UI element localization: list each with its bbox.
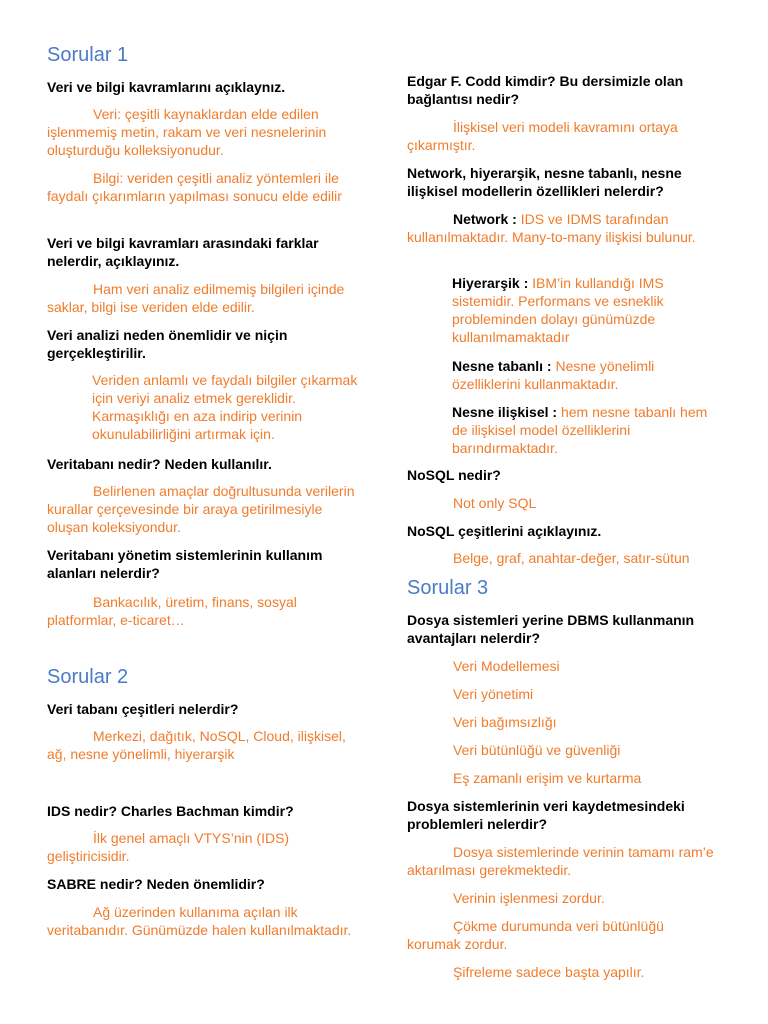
- text-nesne-tabanli: Nesne yönelimli özelliklerini kullanmaktadır.: [452, 358, 655, 392]
- answer-problem-sifreleme: Şifreleme sadece başta yapılır.: [453, 964, 645, 980]
- list-item-advantage: Veri bütünlüğü ve güvenliği: [453, 742, 621, 758]
- list-item-advantage: Veri bağımsızlığı: [453, 714, 557, 730]
- text-nesne-iliskisel: hem nesne tabanlı hem de ilişkisel model özelliklerini barındırmaktadır.: [452, 404, 708, 456]
- label-hiyerarsik: Hiyerarşik :: [452, 275, 533, 291]
- section-heading-sorular-3: Sorular 3: [407, 577, 489, 599]
- text-network: IDS ve IDMS tarafından kullanılmaktadır. Many-to-many ilişkisi bulunur.: [407, 211, 696, 245]
- question-edgar-codd: Edgar F. Codd kimdir? Bu dersimizle olan bağlantısı nedir?: [407, 73, 684, 107]
- question-modeller: Network, hiyerarşik, nesne tabanlı, nesne ilişkisel modellerin özellikleri nelerdir?: [407, 165, 682, 199]
- answer-nesne-iliskisel: [452, 403, 724, 457]
- answer-hiyerarsik: [452, 274, 724, 346]
- answer-nesne-tabanli: [452, 357, 724, 393]
- question-vtys-alanlari: Veritabanı yönetim sistemlerinin kullanım alanları nelerdir?: [47, 547, 323, 581]
- answer-bilgi: Bilgi: veriden çeşitli analiz yöntemleri ile faydalı çıkarımların yapılması sonucu elde edilir: [47, 170, 342, 204]
- answer-veritabani: Belirlenen amaçlar doğrultusunda verilerin kurallar çerçevesinde bir araya getirilmesiyle oluşan koleksiyondur.: [47, 483, 355, 535]
- question-dosya-problemleri: Dosya sistemlerinin veri kaydetmesindeki problemleri nelerdir?: [407, 798, 685, 832]
- list-item-advantage: Veri yönetimi: [453, 686, 534, 702]
- list-item-advantage: Eş zamanlı erişim ve kurtarma: [453, 770, 642, 786]
- label-nesne-tabanli: Nesne tabanlı :: [452, 358, 556, 374]
- answer-farklar: Ham veri analiz edilmemiş bilgileri içinde saklar, bilgi ise veriden elde edilir.: [47, 281, 345, 315]
- question-veritabani-cesitleri: Veri tabanı çeşitleri nelerdir?: [47, 701, 239, 717]
- answer-sabre: Ağ üzerinden kullanıma açılan ilk veritabanıdır. Günümüzde halen kullanılmaktadır.: [47, 904, 352, 938]
- question-nosql: NoSQL nedir?: [407, 467, 501, 483]
- answer-nosql: Not only SQL: [453, 495, 537, 511]
- label-network: Network :: [453, 211, 521, 227]
- question-farklar: Veri ve bilgi kavramları arasındaki farklar nelerdir, açıklayınız.: [47, 235, 319, 269]
- question-ids: IDS nedir? Charles Bachman kimdir?: [47, 803, 294, 819]
- question-veri-bilgi: Veri ve bilgi kavramlarını açıklaynız.: [47, 79, 286, 95]
- section-heading-sorular-2: Sorular 2: [47, 666, 129, 688]
- question-nosql-cesitleri: NoSQL çeşitlerini açıklayınız.: [407, 523, 602, 539]
- answer-ids: İlk genel amaçlı VTYS’nin (IDS) geliştiricisidir.: [47, 830, 290, 864]
- question-sabre: SABRE nedir? Neden önemlidir?: [47, 876, 265, 892]
- question-veri-analizi: Veri analizi neden önemlidir ve niçin gerçekleştirilir.: [47, 327, 288, 361]
- answer-veri-analizi: Veriden anlamlı ve faydalı bilgiler çıkarmak için veriyi analiz etmek gereklidir. Karmaşıklığı en aza indirip verinin okunulabilirliğini artırmak için.: [92, 372, 358, 442]
- answer-veritabani-cesitleri: Merkezi, dağıtık, NoSQL, Cloud, ilişkisel, ağ, nesne yönelimli, hiyerarşik: [47, 728, 346, 762]
- answer-vtys-alanlari: Bankacılık, üretim, finans, sosyal platformlar, e-ticaret…: [47, 594, 297, 628]
- text-hiyerarsik: IBM’in kullandığı IMS sistemidir. Performans ve esneklik probleminden dolayı günümüzde kullanılmamaktadır: [452, 275, 664, 345]
- answer-network: [407, 210, 719, 246]
- label-nesne-iliskisel: Nesne ilişkisel :: [452, 404, 561, 420]
- section-heading-sorular-1: Sorular 1: [47, 44, 129, 66]
- answer-nosql-cesitleri: Belge, graf, anahtar-değer, satır-sütun: [453, 550, 690, 566]
- answer-problem-ram: Dosya sistemlerinde verinin tamamı ram’e aktarılması gerekmektedir.: [407, 844, 714, 878]
- question-dbms-avantajlari: Dosya sistemleri yerine DBMS kullanmanın avantajları nelerdir?: [407, 612, 695, 646]
- answer-veri: Veri: çeşitli kaynaklardan elde edilen işlenmemiş metin, rakam ve veri nesnelerinin oluşturduğu kolleksiyonudur.: [47, 106, 327, 158]
- answer-edgar-codd: İlişkisel veri modeli kavramını ortaya çıkarmıştır.: [407, 119, 678, 153]
- answer-problem-islenme: Verinin işlenmesi zordur.: [453, 890, 605, 906]
- question-veritabani: Veritabanı nedir? Neden kullanılır.: [47, 456, 272, 472]
- answer-problem-cokme: Çökme durumunda veri bütünlüğü korumak zordur.: [407, 918, 664, 952]
- list-item-advantage: Veri Modellemesi: [453, 658, 560, 674]
